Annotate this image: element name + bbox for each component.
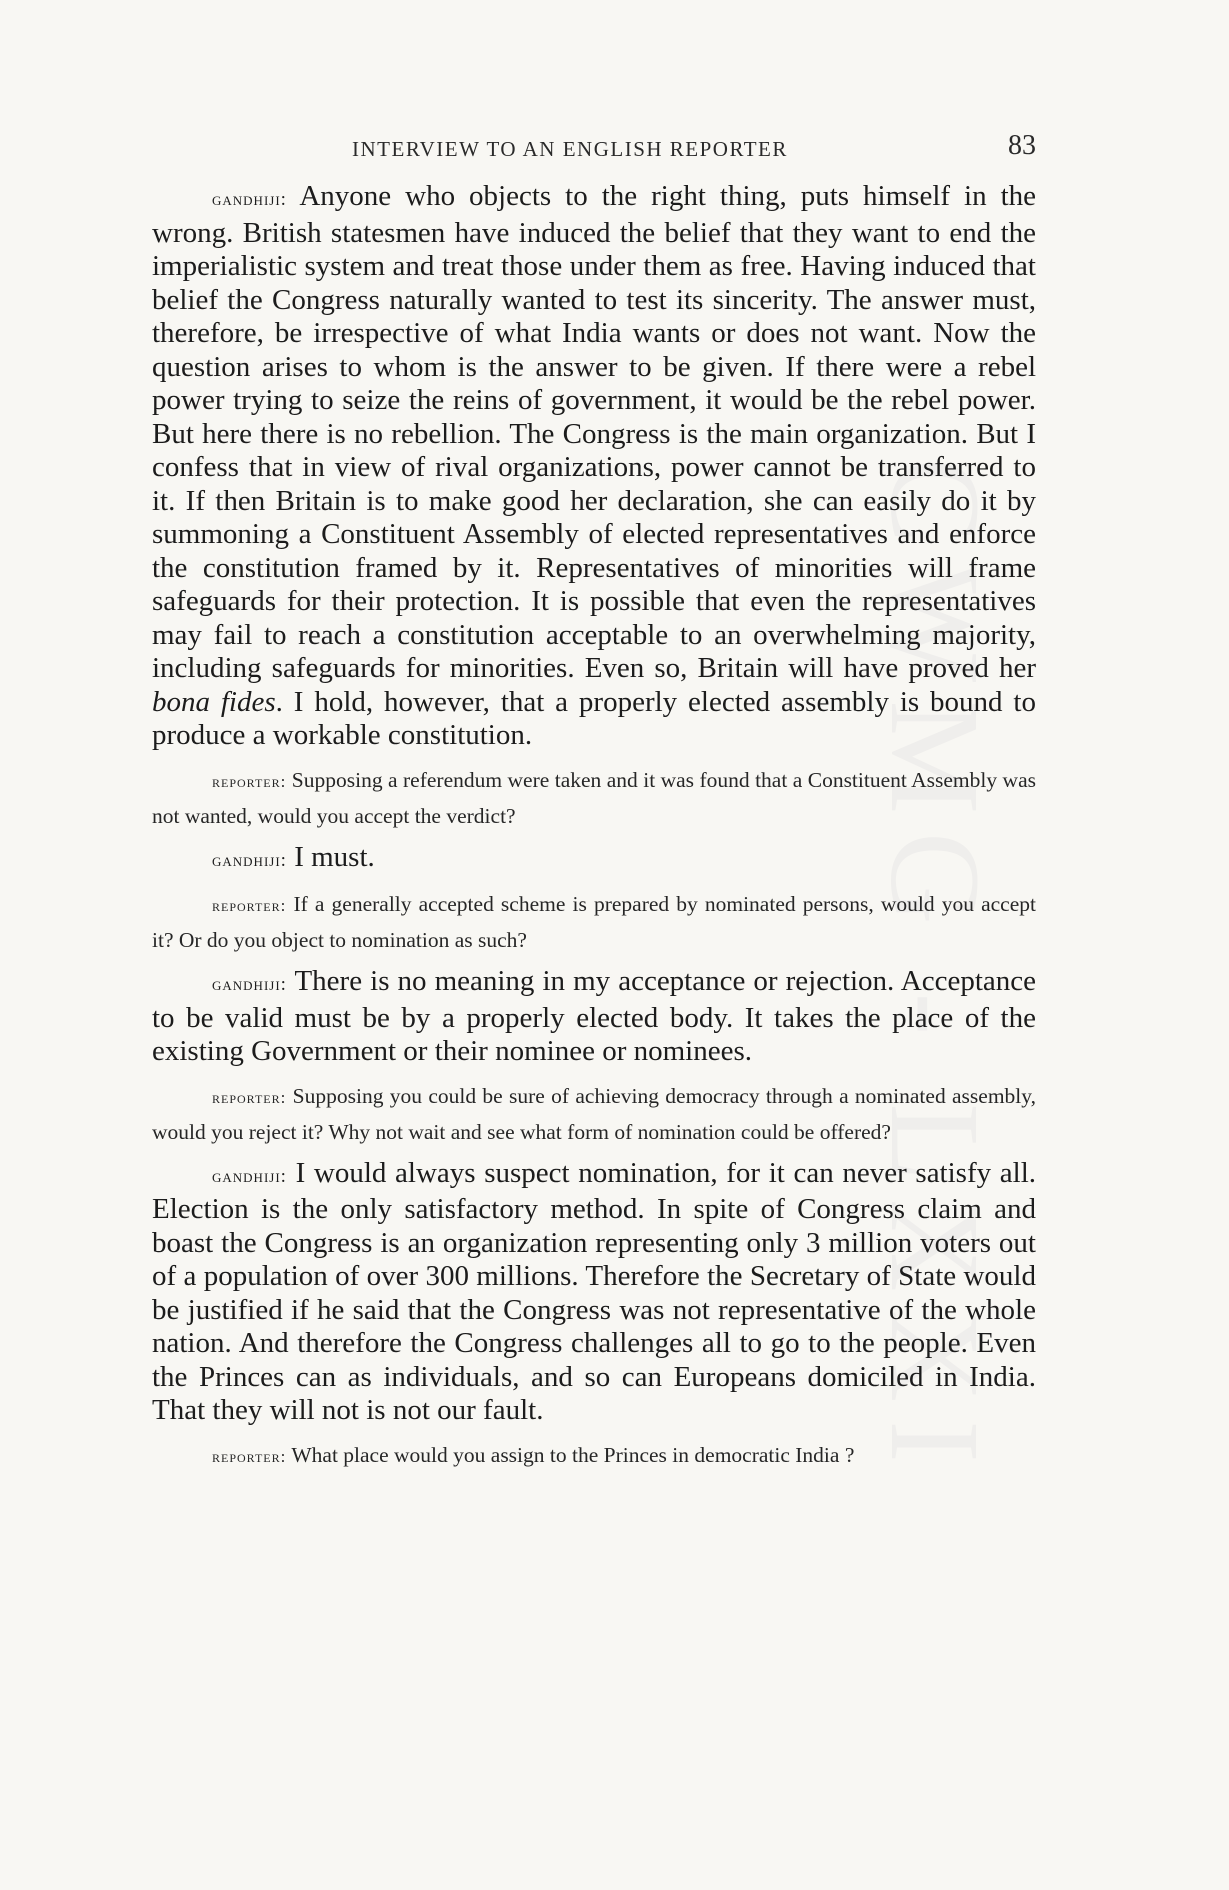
reporter-question-4	[152, 1438, 1036, 1474]
answer-text-continued: . I hold, however, that a properly elected assembly is bound to produce a workable constitution.	[152, 685, 1036, 751]
page-number: 83	[1008, 130, 1036, 161]
answer-text: Anyone who objects to the right thing, puts himself in the wrong. British statesmen have induced the belief that they want to end the imperialistic system and treat those under them as free. Having induced that belief the Congress naturally wanted to test its sincerity. The answer must, therefore, be irrespective of what India wants or does not want. Now the question arises to whom is the answer to be given. If there were a rebel power trying to seize the reins of government, it would be the rebel power. But here there is no rebellion. The Congress is the main organization. But I confess that in view of rival organizations, power cannot be transferred to it. If then Britain is to make good her declaration, she can easily do it by summoning a Constituent Assembly of elected representatives and enforce the constitution framed by it. Representatives of minorities will frame safeguards for their protection. It is possible that even the representatives may fail to reach a constitution acceptable to an overwhelming majority, including safeguards for minorities. Even so, Britain will have proved her	[152, 180, 1036, 684]
answer-text: I must.	[294, 840, 375, 873]
gandhiji-answer-1	[152, 180, 1036, 753]
reporter-question-2	[152, 887, 1036, 957]
question-text: What place would you assign to the Princes in democratic India ?	[291, 1442, 855, 1467]
speaker-label: gandhiji:	[212, 189, 287, 210]
running-head: INTERVIEW TO AN ENGLISH REPORTER	[352, 137, 788, 161]
gandhiji-answer-3	[152, 965, 1036, 1069]
question-text: Supposing a referendum were taken and it was found that a Constituent Assembly was not wanted, would you accept the verdict?	[152, 767, 1036, 828]
speaker-label: reporter:	[212, 771, 287, 791]
reporter-question-1	[152, 763, 1036, 833]
question-text: Supposing you could be sure of achieving democracy through a nominated assembly, would you reject it? Why not wait and see what form of nomination could be offered?	[152, 1083, 1036, 1144]
speaker-label: reporter:	[212, 1446, 287, 1466]
speaker-label: gandhiji:	[212, 849, 287, 871]
speaker-label: reporter:	[212, 1087, 287, 1107]
answer-text: I would always suspect nomination, for it can never satisfy all. Election is the only satisfactory method. In spite of Congress claim and boast the Congress is an organization representing only 3 million voters out of a population of over 300 millions. Therefore the Secretary of State would be justified if he said that the Congress was not representative of the whole nation. And therefore the Congress challenges all to go to the people. Even the Princes can as individuals, and so can Europeans domiciled in India. That they will not is not our fault.	[152, 1156, 1037, 1426]
page-header	[152, 130, 1036, 170]
gandhiji-answer-4	[152, 1157, 1036, 1428]
question-text: If a generally accepted scheme is prepared by nominated persons, would you accept it? Or do you object to nomination as such?	[152, 892, 1036, 952]
speaker-label: reporter:	[212, 896, 287, 915]
gandhiji-answer-2	[152, 841, 1036, 878]
page-body	[152, 180, 1037, 1481]
watermark: CWMG - LXXI	[864, 458, 1006, 1481]
reporter-question-3	[152, 1079, 1036, 1149]
speaker-label: gandhiji:	[212, 1165, 287, 1187]
speaker-label: gandhiji:	[212, 974, 287, 995]
italic-phrase: bona fides	[152, 685, 276, 718]
answer-text: There is no meaning in my acceptance or rejection. Acceptance to be valid must be by a properly elected body. It takes the place of the existing Government or their nominee or nominees.	[152, 965, 1036, 1067]
